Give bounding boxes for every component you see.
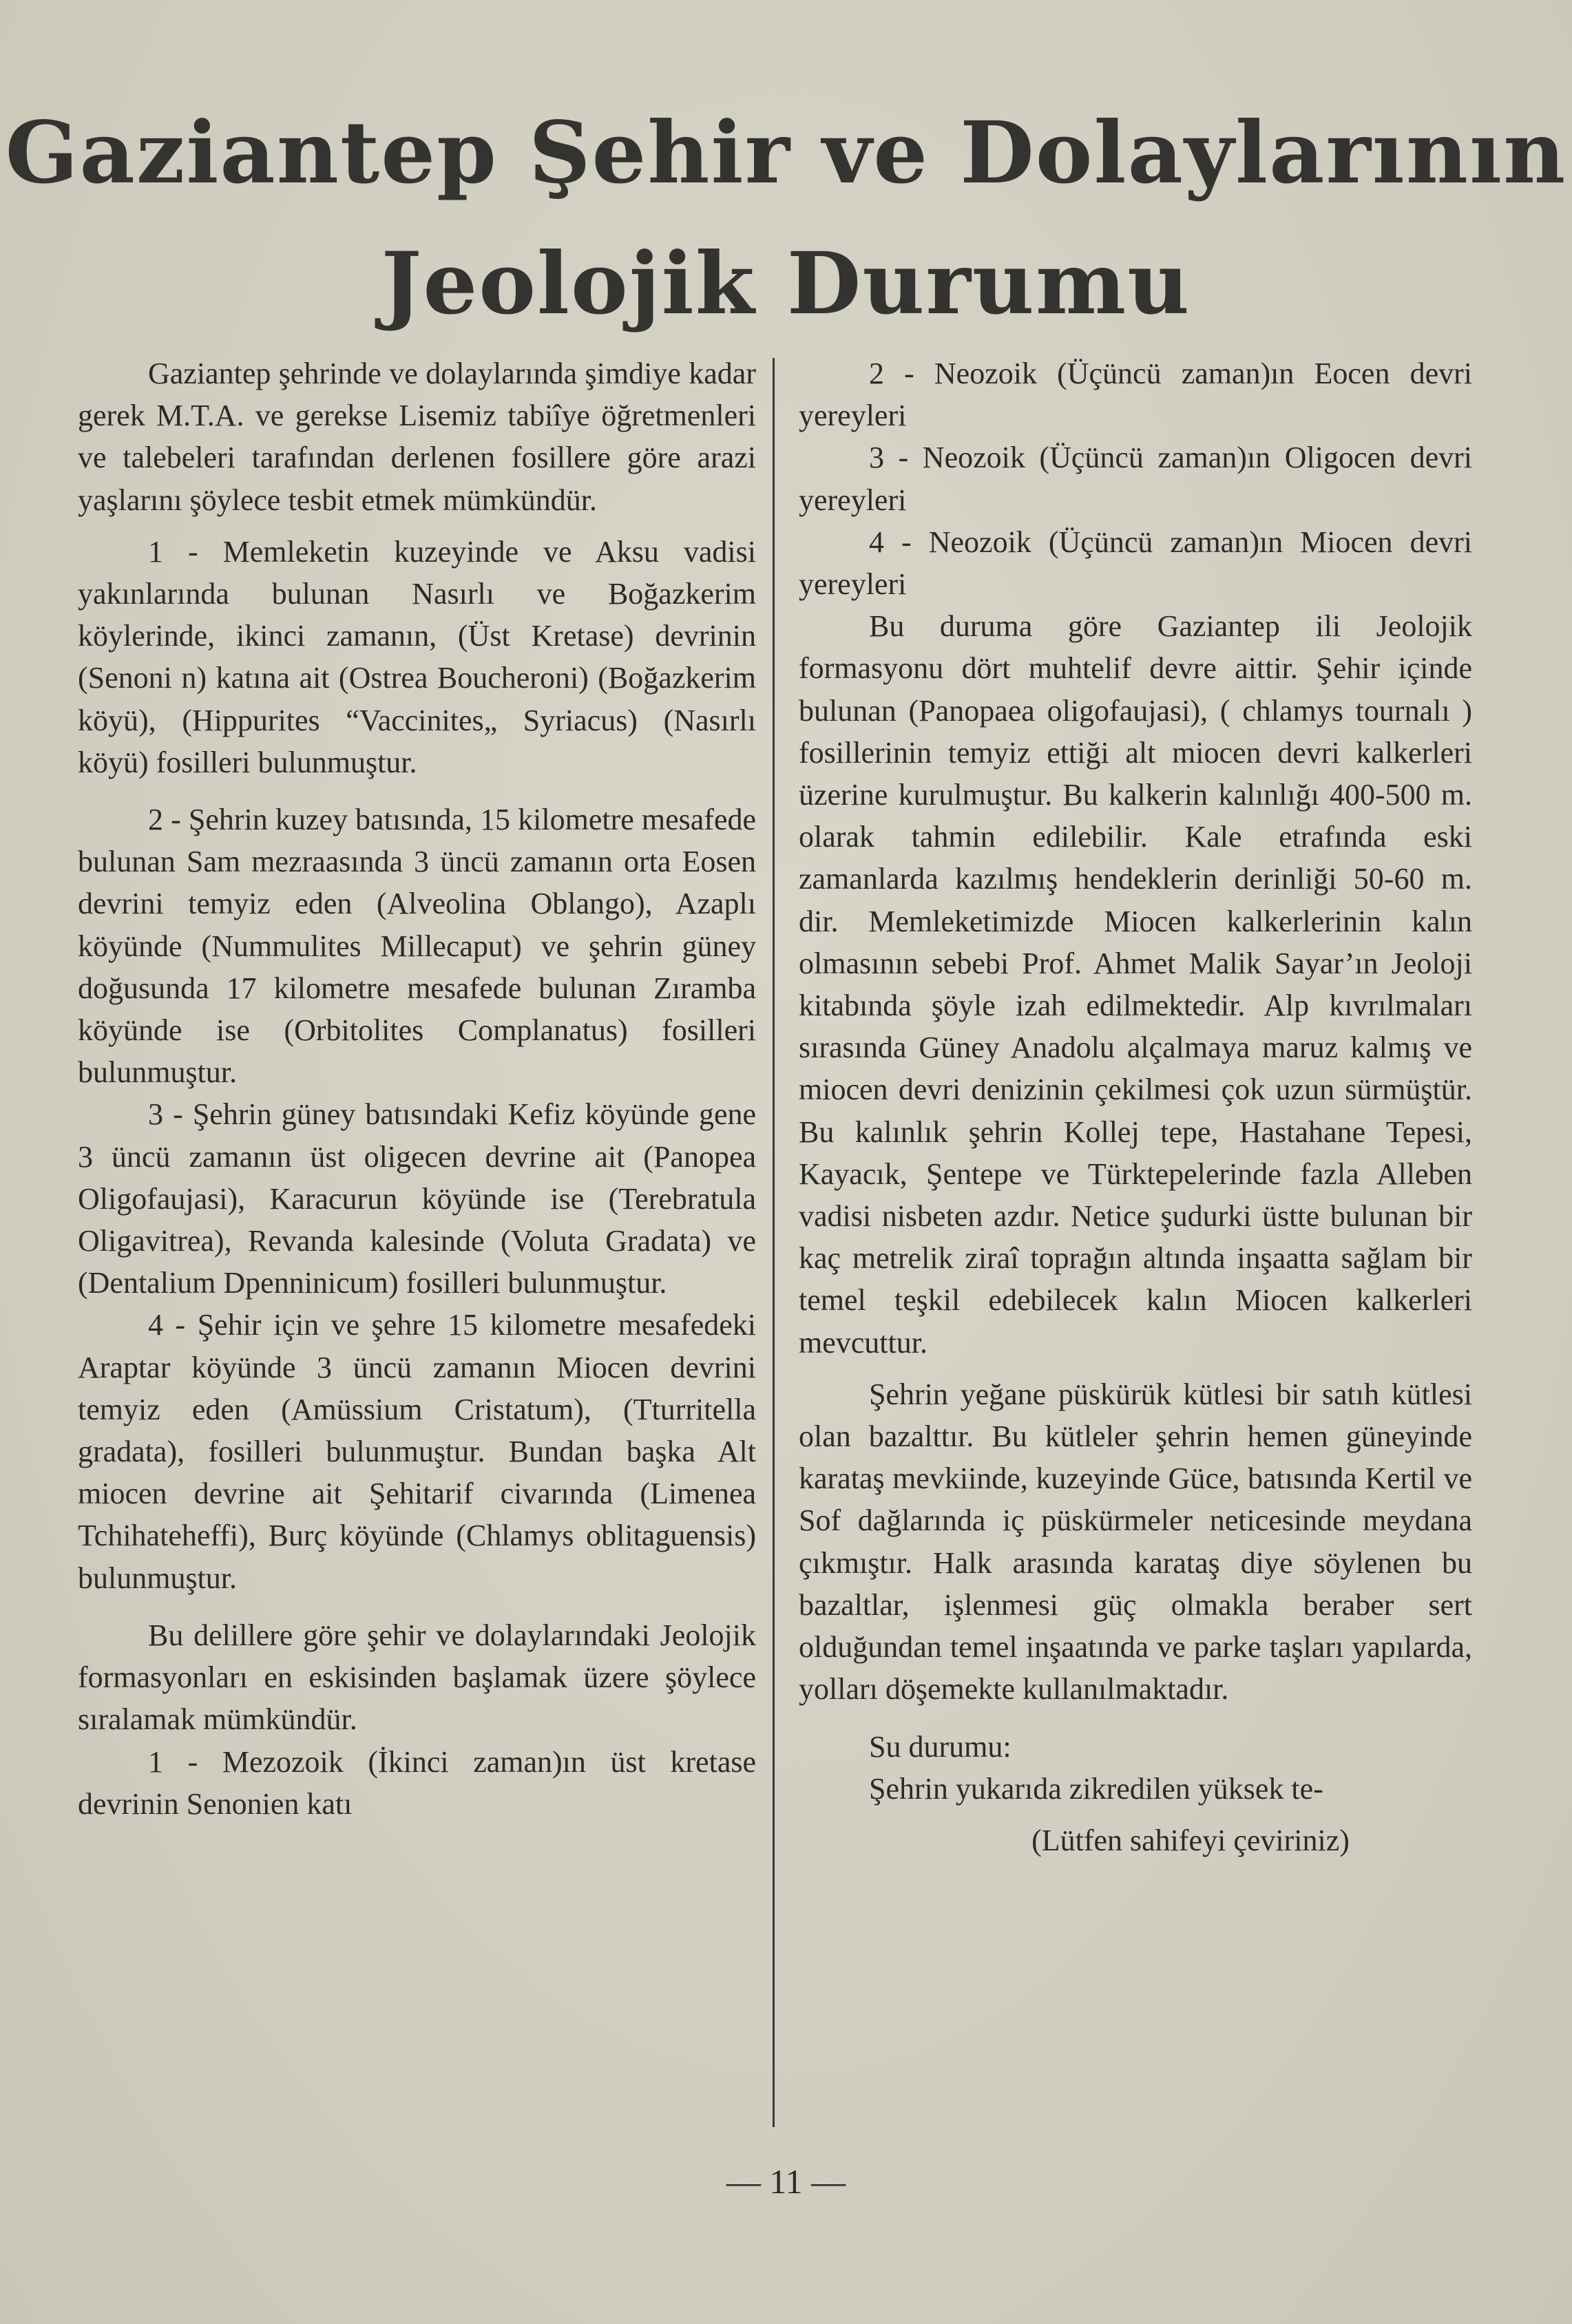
paragraph-summary: Bu delillere göre şehir ve dolaylarındaki Jeolojik formasyonları en eskisinden başlamak üzere şöylece sıralamak mümkündür. [78, 1618, 756, 1737]
paragraph-list-1: 1 - Mezozoik (İkinci zaman)ın üst kretase devrinin Senonien katı [78, 1744, 756, 1821]
section-heading-water: Su durumu: [869, 1729, 1012, 1764]
paragraph-item-3: 3 - Şehrin güney batısındaki Kefiz köyünde gene 3 üncü zamanın üst oligecen devrine ait (Panopea Oligofaujasi), Karacurun köyünde ise (Terebratula Oligavitrea), Revanda kalesinde (Voluta Gradata) ve (Dentalium Dpenninicum) fosilleri bulunmuştur. [78, 1097, 756, 1300]
page-number: — 11 — [726, 2162, 846, 2201]
page-title-line-2: Jeolojik Durumu [381, 234, 1191, 334]
paragraph-list-2: 2 - Neozoik (Üçüncü zaman)ın Eocen devri yereyleri [799, 357, 1472, 433]
continue-note: (Lütfen sahifeyi çeviriniz) [1031, 1823, 1350, 1857]
paragraph-item-2: 2 - Şehrin kuzey batısında, 15 kilometre mesafede bulunan Sam mezraasında 3 üncü zamanın orta Eosen devrini temyiz eden (Alveolina Oblango), Azaplı köyünde (Nummulites Millecaput) ve şehrin güney doğusunda 17 kilometre mesafede bulunan Zıramba köyünde ise (Orbitolites Complanatus) fosilleri bulunmuştur. [78, 803, 756, 1090]
paragraph-basalt: Şehrin yeğane püskürük kütlesi bir satıh kütlesi olan bazalttır. Bu kütleler şehrin hemen güneyinde karataş mevkiinde, kuzeyinde Güce, batısında Kertil ve Sof dağlarında iç püskürmeler neticesinde meydana çıkmıştır. Halk arasında karataş diye söylenen bu bazaltlar, işlenmesi güç olmakla beraber sert olduğundan temel inşaatında ve parke taşları yapılarda, yolları döşemekte kullanılmaktadır. [799, 1377, 1472, 1707]
paragraph-intro: Gaziantep şehrinde ve dolaylarında şimdiye kadar gerek M.T.A. ve gerekse Lisemiz tabiîye öğretmenleri ve talebeleri tarafından derlenen fosillere göre arazi yaşlarını şöylece tesbit etmek mümkündür. [78, 357, 756, 517]
paragraph-list-4: 4 - Neozoik (Üçüncü zaman)ın Miocen devri yereyleri [799, 525, 1472, 602]
left-column [78, 352, 756, 1825]
column-divider [773, 358, 775, 2127]
paragraph-formation: Bu duruma göre Gaziantep ili Jeolojik formasyonu dört muhtelif devre aittir. Şehir içinde bulunan (Panopaea oligofaujasi), ( chlamys tournalı ) fosillerinin temyiz ettiği alt miocen devri kalkerleri üzerine kurulmuştur. Bu kalkerin kalınlığı 400-500 m. olarak tahmin edilebilir. Kale etrafında eski zamanlarda kazılmış hendeklerin derinliği 50-60 m. dir. Memleketimizde Miocen kalkerlerinin kalın olmasının sebebi Prof. Ahmet Malik Sayar’ın Jeoloji kitabında şöyle izah edilmektedir. Alp kıvrılmaları sırasında Güney Anadolu alçalmaya maruz kalmış ve miocen devri denizinin çekilmesi çok uzun sürmüştür. Bu kalınlık şehrin Kollej tepe, Hastahane Tepesi, Kayacık, Şentepe ve Türktepelerinde fazla Alleben vadisi nisbeten azdır. Netice şudurki üstte bulunan bir kaç metrelik ziraî toprağın altında inşaatta sağlam bir temel teşkil edebilecek kalın Miocen kalkerleri mevcuttur. [799, 609, 1472, 1360]
paragraph-item-4: 4 - Şehir için ve şehre 15 kilometre mesafedeki Araptar köyünde 3 üncü zamanın Miocen devrini temyiz eden (Amüssium Cristatum), (Tturritella gradata), fosilleri bulunmuştur. Bundan başka Alt miocen devrine ait Şehitarif civarında (Limenea Tchihateheffi), Burç köyünde (Chlamys oblitaguensis) bulunmuştur. [78, 1308, 756, 1595]
paragraph-list-3: 3 - Neozoik (Üçüncü zaman)ın Oligocen devri yereyleri [799, 441, 1472, 517]
right-column [799, 352, 1472, 1861]
page-title-line-1: Gaziantep Şehir ve Dolaylarının [5, 103, 1567, 203]
paragraph-water: Şehrin yukarıda zikredilen yüksek te- [869, 1771, 1323, 1806]
paragraph-item-1: 1 - Memleketin kuzeyinde ve Aksu vadisi yakınlarında bulunan Nasırlı ve Boğazkerim köylerinde, ikinci zamanın, (Üst Kretase) devrinin (Senoni n) katına ait (Ostrea Boucheroni) (Boğazkerim köyü), (Hippurites “Vaccinites„ Syriacus) (Nasırlı köyü) fosilleri bulunmuştur. [78, 534, 756, 779]
